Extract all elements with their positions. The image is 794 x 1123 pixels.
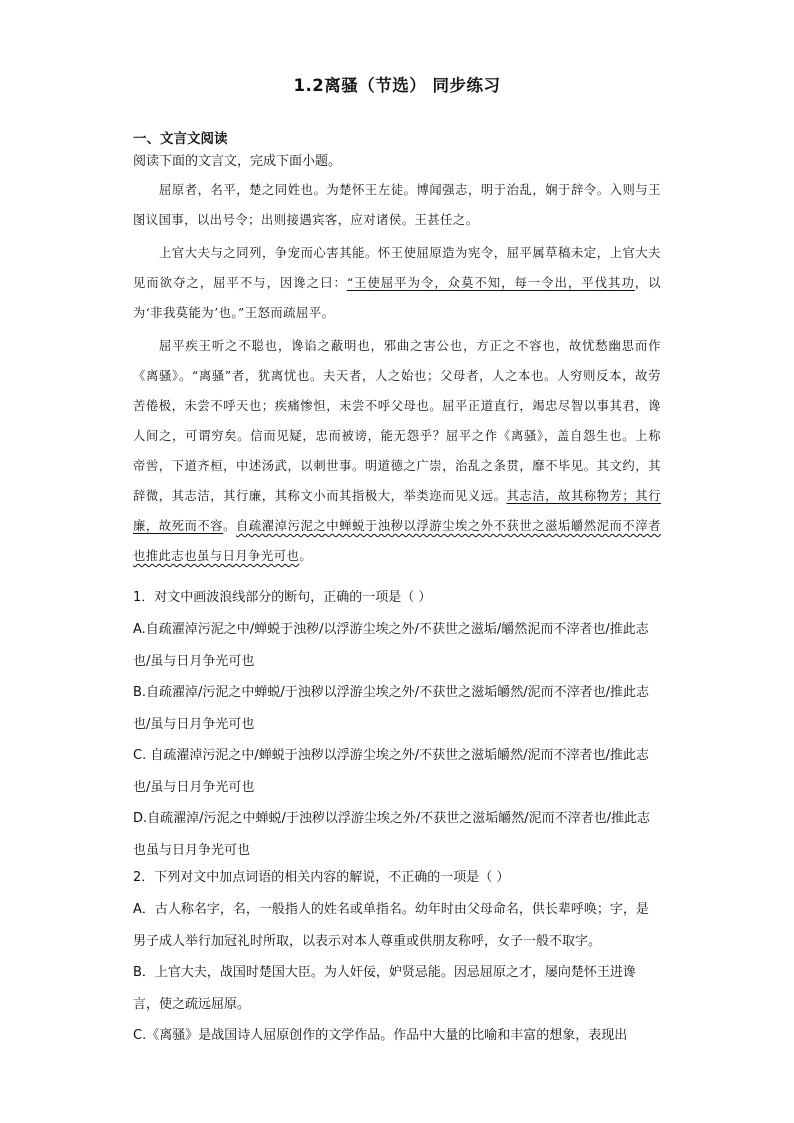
passage-text: 。	[299, 549, 313, 563]
passage-text: 上官大夫与之同列，争宠而心害其能。怀王使屈原造为宪令，屈平属草稿未定，上官大夫见而欲夺之，屈平不与，因谗之曰：	[133, 246, 661, 290]
passage-text: ，以为‘非我莫能为’也。”王怒而疏屈平。	[133, 276, 661, 320]
question-1-stem: 1．对文中画波浪线部分的断句，正确的一项是（ ）	[133, 590, 432, 605]
underlined-sentence: 其志洁，故其称物芳；其行廉，故死而不容	[133, 489, 661, 533]
question-1-option-c: C. 自疏濯淖污泥之中/蝉蜕于浊秽以浮游尘埃之外/不获世之滋垢皭然/泥而不滓者也/推此志也/虽与日月争光可也	[133, 748, 649, 795]
passage-paragraph-2	[133, 238, 661, 328]
underlined-sentence: “王使屈平为令，众莫不知，每一令出，平伐其功	[346, 276, 635, 290]
section-heading: 一、文言文阅读	[133, 131, 228, 147]
question-2-option-b: B．上官大夫，战国时楚国大臣。为人奸佞，妒贤忌能。因忌屈原之才，屡向楚怀王进谗言，使之疏远屈原。	[133, 965, 636, 1012]
question-1-option-b: B.自疏濯淖/污泥之中蝉蜕/于浊秽以浮游尘埃之外/不获世之滋垢皭然/泥而不滓者也/推此志也/虽与日月争光可也	[133, 685, 649, 732]
question-2-stem: 2．下列对文中加点词语的相关内容的解说，不正确的一项是（ ）	[133, 870, 510, 885]
passage-paragraph-1: 屈原者，名平，楚之同姓也。为楚怀王左徒。博闻强志，明于治乱，娴于辞令。入则与王图议国事，以出号令；出则接遇宾客，应对诸侯。王甚任之。	[133, 183, 661, 227]
question-1-option-a: A.自疏濯淖污泥之中/蝉蜕于浊秽/以浮游尘埃之外/不获世之滋垢/皭然泥而不滓者也/推此志也/虽与日月争光可也	[133, 622, 649, 669]
passage-text: 屈平疾王听之不聪也，谗谄之蔽明也，邪曲之害公也，方正之不容也，故忧愁幽思而作《离骚》。“离骚”者，犹离忧也。夫天者，人之始也；父母者，人之本也。人穷则反本，故劳苦倦极，未尝不呼天也；疾痛惨怛，未尝不呼父母也。屈平正道直行，竭忠尽智以事其君，谗人间之，可谓穷矣。信而见疑，忠而被谤，能无怨乎？屈平之作《离骚》，盖自怨生也。上称帝喾，下道齐桓，中述汤武，以刺世事。明道德之广崇，治乱之条贯，靡不毕见。其文约，其辞微，其志洁，其行廉，其称文小而其指极大，举类迩而见义远。	[133, 339, 661, 503]
question-2-option-c: C.《离骚》是战国诗人屈原创作的文学作品。作品中大量的比喻和丰富的想象，表现出	[133, 1028, 628, 1043]
page-title: 1.2离骚（节选） 同步练习	[293, 76, 501, 95]
instruction-text: 阅读下面的文言文，完成下面小题。	[133, 154, 342, 169]
passage-text: 。	[223, 519, 237, 533]
passage-paragraph-3	[133, 331, 661, 571]
question-1-option-d: D.自疏濯淖/污泥之中蝉蜕/于浊秽以浮游尘埃之外/不获世之滋垢皭然/泥而不滓者也/推此志也虽与日月争光可也	[133, 811, 651, 858]
wavy-underlined-sentence: 自疏濯淖污泥之中蝉蜕于浊秽以浮游尘埃之外不获世之滋垢皭然泥而不滓者也推此志也虽与日月争光可也	[133, 519, 661, 563]
question-2-option-a: A．古人称名字，名，一般指人的姓名或单指名。幼年时由父母命名，供长辈呼唤；字，是男子成人举行加冠礼时所取，以表示对本人尊重或供朋友称呼，女子一般不取字。	[133, 902, 649, 949]
